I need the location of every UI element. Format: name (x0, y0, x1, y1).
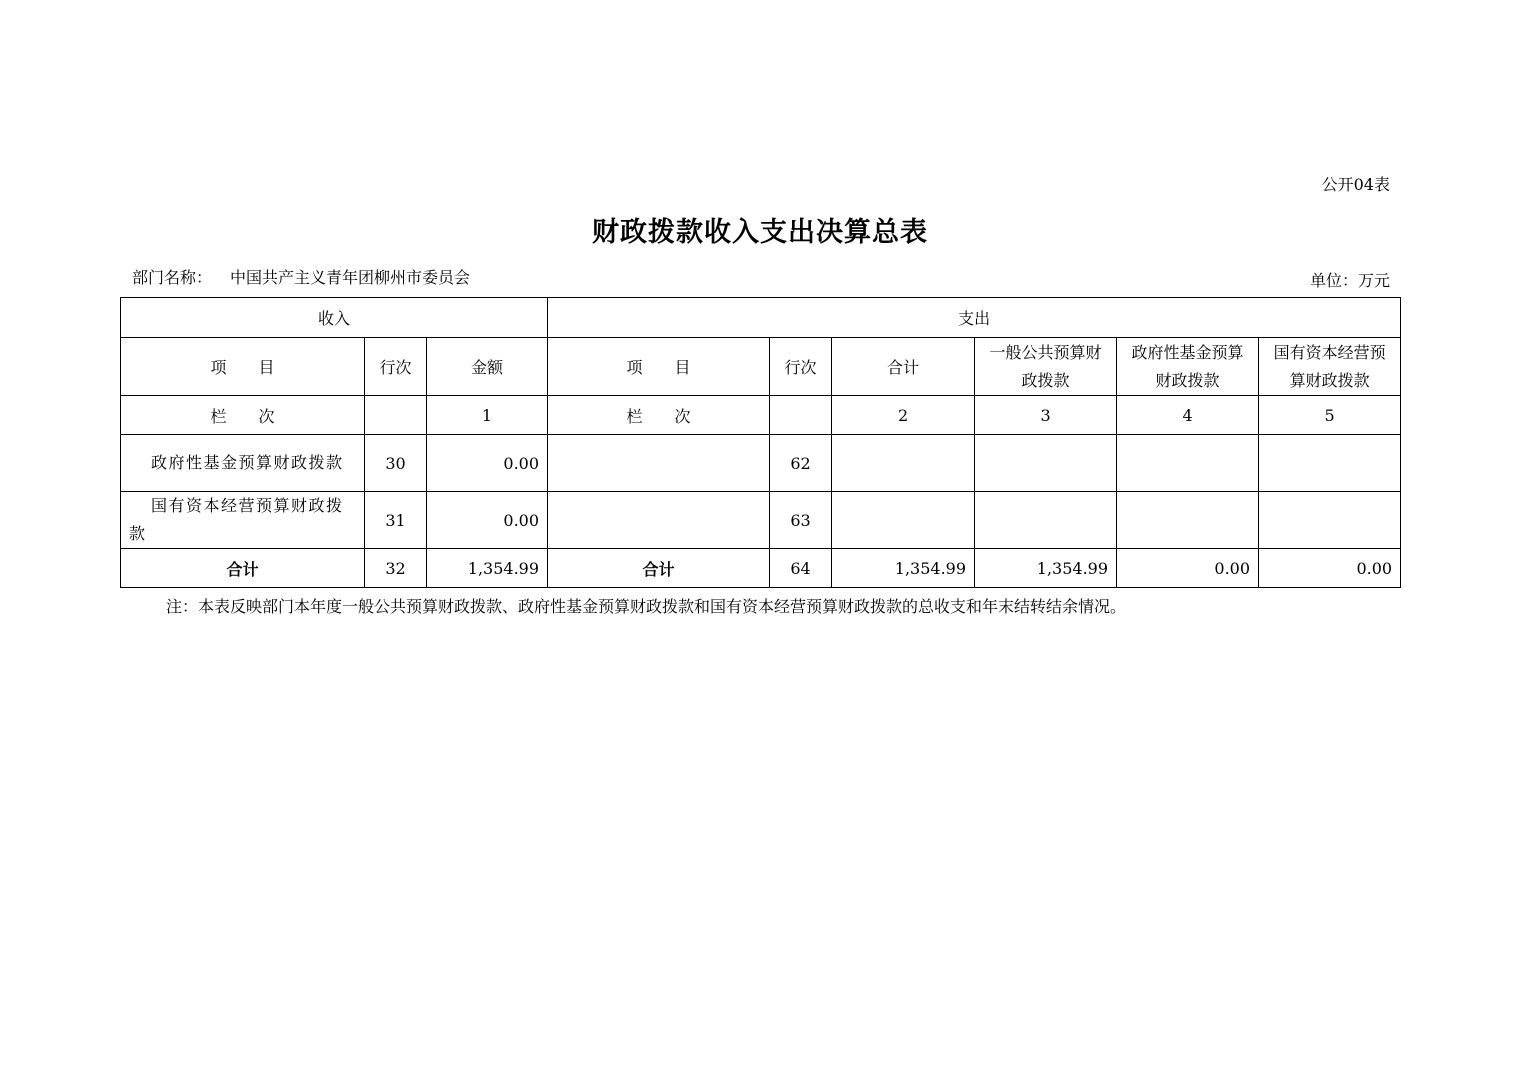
form-number: 公开04表 (1321, 175, 1390, 194)
income-amount: 0.00 (427, 435, 548, 492)
income-total-line: 32 (365, 549, 427, 588)
income-line-header: 行次 (365, 338, 427, 396)
income-item: 国有资本经营预算财政拨款 (121, 492, 365, 549)
expense-total-header: 合计 (832, 338, 975, 396)
income-total-amount: 1,354.99 (427, 549, 548, 588)
expense-item (548, 492, 770, 549)
general-budget-value (975, 492, 1117, 549)
col-number-4: 4 (1117, 396, 1259, 435)
expense-total-amount: 1,354.99 (832, 549, 975, 588)
income-col-label: 栏 次 (121, 396, 365, 435)
income-item-header: 项 目 (121, 338, 365, 396)
totals-row (121, 549, 1401, 588)
expense-total-label: 合计 (548, 549, 770, 588)
column-number-row (121, 396, 1401, 435)
expense-total (832, 492, 975, 549)
blank-cell (365, 396, 427, 435)
general-budget-header: 一般公共预算财政拨款 (975, 338, 1117, 396)
expense-line-header: 行次 (770, 338, 832, 396)
income-total-label: 合计 (121, 549, 365, 588)
income-line: 30 (365, 435, 427, 492)
expense-line: 63 (770, 492, 832, 549)
state-capital-value (1259, 492, 1401, 549)
budget-table (120, 297, 1401, 588)
department-name: 中国共产主义青年团柳州市委员会 (230, 268, 471, 287)
expense-line: 62 (770, 435, 832, 492)
general-budget-total: 1,354.99 (975, 549, 1117, 588)
income-amount-header: 金额 (427, 338, 548, 396)
fund-budget-header: 政府性基金预算财政拨款 (1117, 338, 1259, 396)
page-title: 财政拨款收入支出决算总表 (592, 217, 928, 248)
col-number-3: 3 (975, 396, 1117, 435)
column-header-row (121, 338, 1401, 396)
fund-budget-value (1117, 492, 1259, 549)
expense-item (548, 435, 770, 492)
unit-label: 单位：万元 (1309, 271, 1390, 290)
fund-budget-total: 0.00 (1117, 549, 1259, 588)
state-capital-total: 0.00 (1259, 549, 1401, 588)
department-label: 部门名称： (132, 268, 213, 287)
table-row (121, 435, 1401, 492)
income-item: 政府性基金预算财政拨款 (121, 435, 365, 492)
income-line: 31 (365, 492, 427, 549)
state-capital-header: 国有资本经营预算财政拨款 (1259, 338, 1401, 396)
expense-total-line: 64 (770, 549, 832, 588)
general-budget-value (975, 435, 1117, 492)
state-capital-value (1259, 435, 1401, 492)
blank-cell (770, 396, 832, 435)
col-number-1: 1 (427, 396, 548, 435)
expense-item-header: 项 目 (548, 338, 770, 396)
col-number-2: 2 (832, 396, 975, 435)
income-amount: 0.00 (427, 492, 548, 549)
expense-header: 支出 (548, 298, 1401, 338)
fund-budget-value (1117, 435, 1259, 492)
table-row (121, 492, 1401, 549)
group-header-row (121, 298, 1401, 338)
income-header: 收入 (121, 298, 548, 338)
expense-col-label: 栏 次 (548, 396, 770, 435)
table-note: 注：本表反映部门本年度一般公共预算财政拨款、政府性基金预算财政拨款和国有资本经营预算财政拨款的总收支和年末结转结余情况。 (166, 597, 1127, 616)
expense-total (832, 435, 975, 492)
col-number-5: 5 (1259, 396, 1401, 435)
